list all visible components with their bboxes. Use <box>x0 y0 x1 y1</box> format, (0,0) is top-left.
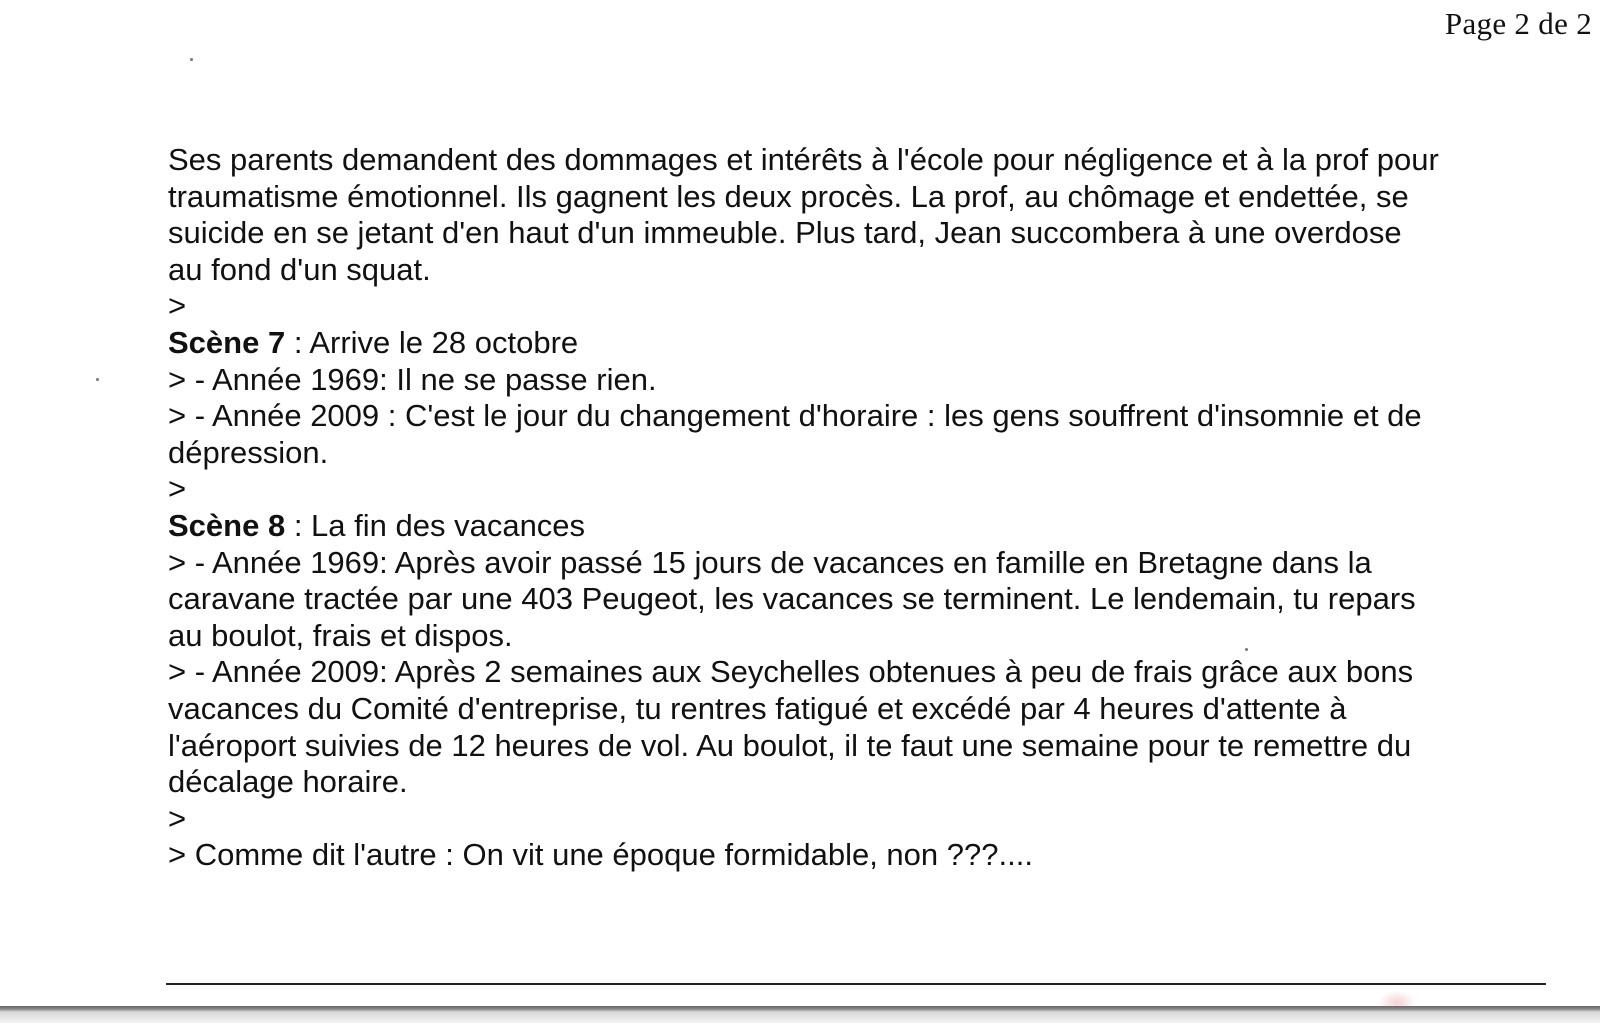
scene-8-2009-line: > - Année 2009: Après 2 semaines aux Seychelles obtenues à peu de frais grâce aux bons <box>168 654 1414 690</box>
scene-7-2009-line: > - Année 2009 : C'est le jour du changement d'horaire : les gens souffrent d'insomnie et de <box>168 398 1422 434</box>
scene-7-heading <box>168 325 1578 362</box>
separator-line: > <box>168 288 187 324</box>
text-line: au fond d'un squat. <box>168 251 431 287</box>
scan-speck <box>1245 648 1248 651</box>
scene-7-2009-line: dépression. <box>168 434 329 470</box>
scene-8-1969-line: au boulot, frais et dispos. <box>168 617 513 653</box>
document-body <box>168 142 1578 874</box>
scene-7-label: Scène 7 <box>168 324 286 360</box>
scene-8-heading <box>168 508 1578 545</box>
scene-7-title: : Arrive le 28 octobre <box>285 324 579 360</box>
page-number: Page 2 de 2 <box>1444 6 1592 41</box>
scan-speck <box>96 378 99 381</box>
text-line: traumatisme émotionnel. Ils gagnent les deux procès. La prof, au chômage et endettée, se <box>168 178 1409 214</box>
scene-8-label: Scène 8 <box>168 507 286 543</box>
scan-bottom-edge <box>0 1006 1600 1023</box>
footer-divider <box>166 983 1546 985</box>
scene-8-title: : La fin des vacances <box>285 507 586 543</box>
closing-line: > Comme dit l'autre : On vit une époque formidable, non ???.... <box>168 837 1033 873</box>
scene-8-2009-line: l'aéroport suivies de 12 heures de vol. Au boulot, il te faut une semaine pour te remettre du <box>168 727 1412 763</box>
text-line: suicide en se jetant d'en haut d'un immeuble. Plus tard, Jean succombera à une overdose <box>168 215 1402 251</box>
text-line: Ses parents demandent des dommages et intérêts à l'école pour négligence et à la prof pour <box>168 142 1439 177</box>
scene-8-1969-line: > - Année 1969: Après avoir passé 15 jours de vacances en famille en Bretagne dans la <box>168 544 1372 580</box>
scene-8-1969-line: caravane tractée par une 403 Peugeot, les vacances se terminent. Le lendemain, tu repars <box>168 581 1416 617</box>
separator-line: > <box>168 800 187 836</box>
scene-8-2009-line: décalage horaire. <box>168 764 408 800</box>
scene-7-1969-line: > - Année 1969: Il ne se passe rien. <box>168 361 657 397</box>
scan-speck <box>190 58 193 61</box>
separator-line: > <box>168 471 187 507</box>
scene-8-2009-line: vacances du Comité d'entreprise, tu rentres fatigué et excédé par 4 heures d'attente à <box>168 690 1347 726</box>
